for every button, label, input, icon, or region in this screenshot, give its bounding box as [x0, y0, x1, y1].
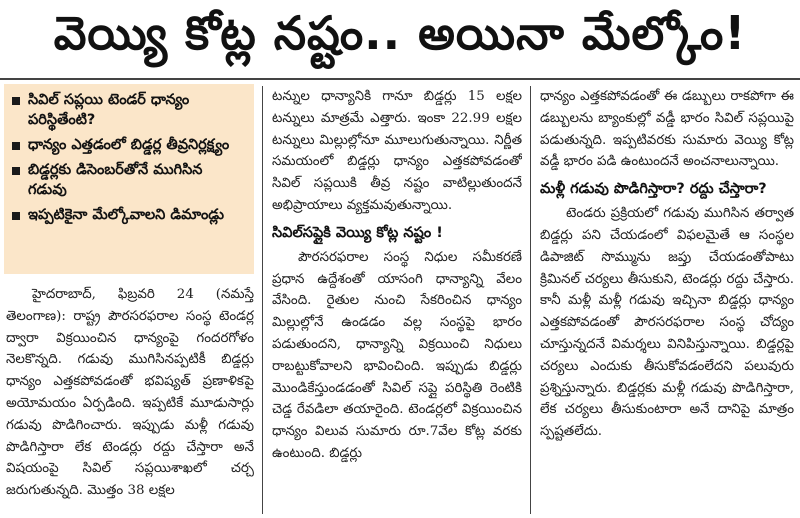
column-2-subheading: సివిల్‌సప్లైకి వెయ్యి కోట్ల నష్టం !	[272, 224, 443, 241]
highlight-item	[12, 90, 246, 130]
highlight-text: ఇప్పటికైనా మేల్కోవాలని డిమాండ్లు	[28, 207, 225, 223]
highlights-box	[4, 84, 254, 274]
highlight-item	[12, 205, 246, 225]
column-1-body: రాష్ట్ర పౌరసరఫరాల సంస్థ టెండర్ల ద్వారా విక్రయించిన ధాన్యంపై గందరగోళం నెలకొన్నది. గడువు ముగిసినప్పటికీ బిడ్డర్లు ధాన్యం ఎత్తకపోవడంతో భవిష్యత్ ప్రణాళికపై అయోమయం ఏర్పడింది. ఇప్పటికే మూడుసార్లు గడువు పొడిగించారు. ఇప్పుడు మళ్లీ గడువు పొడిగిస్తారా లేక టెండర్లు రద్దు చేస్తారా అనే విషయంపై సివిల్ సప్లయిశాఖలో చర్చ జరుగుతున్నది. మొత్తం 38 లక్షల	[6, 308, 254, 499]
square-bullet-icon	[12, 212, 20, 220]
column-1-paragraph	[6, 284, 254, 502]
highlight-text: ధాన్యం ఎత్తడంలో బిడ్డర్ల తీవ్రనిర్లక్ష్యం	[28, 137, 230, 153]
column-3-subheading: మళ్లీ గడువు పొడిగిస్తారా? రద్దు చేస్తారా?	[540, 181, 767, 198]
column-3-paragraph-1: ధాన్యం ఎత్తకపోవడంతో ఈ డబ్బులు రాకపోగా ఈ డబ్బులను బ్యాంకుల్లో వడ్డీ భారం సివిల్ సప్లయిపై పడుతున్నది. ఇప్పటివరకు సుమారు వెయ్యి కోట్ల వడ్డీ భారం పడి ఉంటుందనే అంచనాలున్నాయి.	[540, 89, 794, 170]
dateline: హైదరాబాద్, ఫిబ్రవరి 24 (నమస్తే తెలంగాణ):	[6, 287, 254, 324]
article-column-3	[540, 86, 794, 516]
highlight-item	[12, 160, 246, 200]
article-column-2	[272, 86, 522, 516]
highlight-text: బిడ్డర్లకు డిసెంబర్‌తోనే ముగిసిన గడువు	[28, 162, 203, 198]
headline-rule	[0, 78, 800, 80]
square-bullet-icon	[12, 142, 20, 150]
column-2-paragraph-2: పౌరసరఫరాల సంస్థ నిధుల సమీకరణే ప్రధాన ఉద్దేశంతో యాసంగి ధాన్యాన్ని వేలం వేసింది. రైతుల నుంచి సేకరించిన ధాన్యం మిల్లుల్లోనే ఉండడం వల్ల సంస్థపై భారం పడుతుందని, ధాన్యాన్ని విక్రయించి నిధులు రాబట్టుకోవాలని భావించింది. ఇప్పుడు బిడ్డర్లు మొండికేస్తుండడంతో సివిల్ సప్లై పరిస్థితి రెంటికి చెడ్డ రేవడిలా తయారైంది. టెండర్లలో విక్రయించిన ధాన్యం విలువ సుమారు రూ.7వేల కోట్ల వరకు ఉంటుంది. బిడ్డర్లు	[272, 249, 522, 461]
highlight-text: సివిల్ సప్లయి టెండర్ ధాన్యం పరిస్థితేంటి?	[28, 92, 190, 128]
column-3-paragraph-2: టెండరు ప్రక్రియలో గడువు ముగిసిన తర్వాత బిడ్డర్లు పని చేయడంలో విఫలమైతే ఆ సంస్థల డిపాజిట్ సొమ్మును జప్తు చేయడంతోపాటు క్రిమినల్ చర్యలు తీసుకుని, టెండర్లు రద్దు చేస్తారు. కానీ మళ్లీ మళ్లీ గడువు ఇచ్చినా బిడ్డర్లు ధాన్యం ఎత్తకపోవడంతో పౌరసరఫరాల సంస్థ చోద్యం చూస్తున్నదనే విమర్శలు వినిపిస్తున్నాయి. బిడ్డర్లపై చర్యలు ఎందుకు తీసుకోవడంలేదని పలువురు ప్రశ్నిస్తున్నారు. బిడ్డర్లకు మళ్లీ గడువు పొడిగిస్తారా, లేక చర్యలు తీసుకుంటారా అనే దానిపై మాత్రం స్పష్టతలేదు.	[540, 206, 794, 440]
article-column-1	[6, 284, 254, 514]
highlight-item	[12, 135, 246, 155]
square-bullet-icon	[12, 167, 20, 175]
column-divider	[262, 86, 263, 514]
headline: వెయ్యి కోట్ల నష్టం.. అయినా మేల్కోం!	[53, 6, 747, 60]
square-bullet-icon	[12, 97, 20, 105]
column-2-paragraph-1: టన్నుల ధాన్యానికి గానూ బిడ్డర్లు 15 లక్షల టన్నులు మాత్రమే ఎత్తారు. ఇంకా 22.99 లక్షల టన్నులు మిల్లుల్లోనూ మూలుగుతున్నాయి. నిర్ణీత సమయంలో బిడ్డర్లు ధాన్యం ఎత్తకపోవడంతో సివిల్ సప్లయికి తీవ్ర నష్టం వాటిల్లుతుందనే అభిప్రాయాలు వ్యక్తమవుతున్నాయి.	[272, 89, 522, 213]
column-divider	[530, 86, 531, 514]
